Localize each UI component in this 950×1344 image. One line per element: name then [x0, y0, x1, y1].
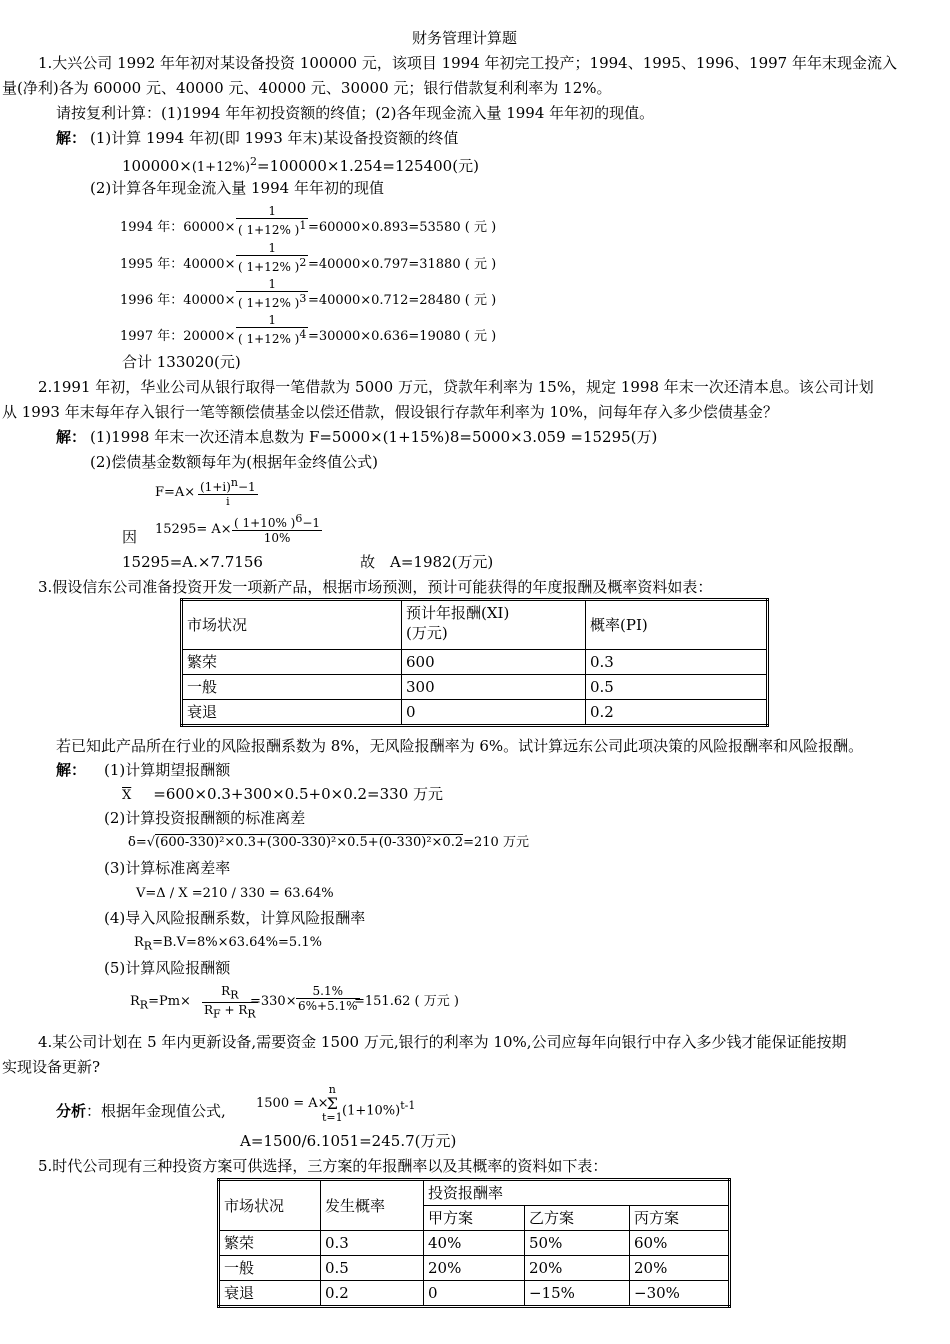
table-cell: 繁荣	[219, 1231, 321, 1256]
q3-step2: (2)计算投资报酬额的标准离差	[104, 809, 306, 827]
table-row	[182, 650, 768, 675]
q4-result: A=1500/6.1051=245.7(万元)	[240, 1132, 457, 1150]
table-row	[219, 1256, 730, 1281]
table-cell: 20%	[424, 1256, 525, 1281]
q2-line1: 2.1991 年初，华业公司从银行取得一笔借款为 5000 万元，贷款年利率为 15%，规定 1998 年末一次还清本息。该公司计划	[38, 378, 874, 396]
table-header: 发生概率	[321, 1180, 424, 1231]
q2-step1: (1)1998 年末一次还清本息数为 F=5000×(1+15%)8=5000×3.059 =15295(万)	[90, 428, 658, 446]
table-header: 市场状况	[219, 1180, 321, 1231]
q3-step3-formula: V=Δ / X =210 / 330 = 63.64%	[136, 886, 334, 901]
table-header: 甲方案	[424, 1206, 525, 1231]
q1-solution-label: 解：	[56, 129, 87, 147]
table-row	[219, 1180, 730, 1206]
q3-step2-formula: δ=√(600-330)²×0.3+(300-330)²×0.5+(0-330)²×0.2=210 万元	[128, 835, 529, 850]
q1-step1-formula: $100000\times(1+12\%)^2=100000\times 1.254=125400$(元)	[122, 155, 479, 175]
table-cell: 50%	[525, 1231, 630, 1256]
q4-line1: 4.某公司计划在 5 年内更新设备,需要资金 1500 万元,银行的利率为 10%,公司应每年向银行中存入多少钱才能保证能按期	[38, 1033, 847, 1051]
q3-line2: 若已知此产品所在行业的风险报酬系数为 8%，无风险报酬率为 6%。试计算远东公司此项决策的风险报酬率和风险报酬。	[56, 737, 864, 755]
q3-table	[180, 598, 769, 727]
table-row	[219, 1281, 730, 1307]
q3-line1: 3.假设信东公司准备投资开发一项新产品，根据市场预测，预计可能获得的年度报酬及概率资料如表：	[38, 578, 713, 596]
table-cell: 0.2	[586, 700, 768, 726]
q2-line2: 从 1993 年末每年存入银行一笔等额偿债基金以偿还借款，假设银行存款年利率为 10%，问每年存入多少偿债基金？	[2, 403, 778, 421]
table-cell: 衰退	[182, 700, 402, 726]
table-header: 丙方案	[630, 1206, 730, 1231]
table-cell: 繁荣	[182, 650, 402, 675]
table-cell: 0.3	[321, 1231, 424, 1256]
q1-total: 合计 133020(元)	[122, 353, 241, 371]
table-cell: 40%	[424, 1231, 525, 1256]
page-title: 财务管理计算题	[412, 29, 518, 47]
table-cell: 0.5	[586, 675, 768, 700]
table-cell: 一般	[182, 675, 402, 700]
q3-solution-label: 解：	[56, 761, 87, 779]
table-cell: 60%	[630, 1231, 730, 1256]
table-header: 乙方案	[525, 1206, 630, 1231]
q2-result-a: 15295=A.×7.7156	[122, 553, 263, 571]
table-row	[182, 600, 768, 650]
table-cell: 0.2	[321, 1281, 424, 1307]
table-header: 市场状况	[182, 600, 402, 650]
table-cell: 20%	[630, 1256, 730, 1281]
table-cell: 300	[402, 675, 586, 700]
q1-line1: 1.大兴公司 1992 年年初对某设备投资 100000 元，该项目 1994 年初完工投产；1994、1995、1996、1997 年年末现金流入	[38, 54, 897, 72]
q1-line2: 量(净利)各为 60000 元、40000 元、40000 元、30000 元；银行借款复利利率为 12%。	[2, 79, 612, 97]
table-cell: −15%	[525, 1281, 630, 1307]
table-row	[182, 675, 768, 700]
q4-line2: 实现设备更新?	[2, 1058, 101, 1076]
table-row	[182, 700, 768, 726]
q2-solution-label: 解：	[56, 428, 87, 446]
table-cell: 0	[402, 700, 586, 726]
q3-step4-formula: $R_R=B.V=8\%\times 63.64\%=5.1\%$	[134, 935, 322, 953]
q2-step2: (2)偿债基金数额每年为(根据年金终值公式)	[90, 453, 378, 471]
table-header: 概率(PI)	[586, 600, 768, 650]
table-cell: 600	[402, 650, 586, 675]
q5-line1: 5.时代公司现有三种投资方案可供选择，三方案的年报酬率以及其概率的资料如下表：	[38, 1157, 608, 1175]
table-cell: 一般	[219, 1256, 321, 1281]
q1-step2: (2)计算各年现金流入量 1994 年年初的现值	[90, 179, 384, 197]
q5-table	[217, 1178, 731, 1308]
q3-step1: (1)计算期望报酬额	[104, 761, 231, 779]
q3-step3: (3)计算标准离差率	[104, 859, 231, 877]
table-cell: 20%	[525, 1256, 630, 1281]
table-header: 投资报酬率	[424, 1180, 730, 1206]
table-cell: 0	[424, 1281, 525, 1307]
q3-step5: (5)计算风险报酬额	[104, 959, 231, 977]
q2-result-b: 故 A=1982(万元)	[360, 553, 494, 571]
table-cell: 衰退	[219, 1281, 321, 1307]
q1-step1: (1)计算 1994 年初(即 1993 年末)某设备投资额的终值	[90, 129, 459, 147]
table-header: 预计年报酬(XI) (万元)	[402, 600, 586, 650]
q4-analysis: 分析：根据年金现值公式,	[56, 1102, 226, 1120]
q1-line3: 请按复利计算：(1)1994 年年初投资额的终值；(2)各年现金流入量 1994 年年初的现值。	[56, 104, 655, 122]
table-row	[219, 1231, 730, 1256]
q3-step4: (4)导入风险报酬系数，计算风险报酬率	[104, 909, 366, 927]
table-cell: 0.3	[586, 650, 768, 675]
table-cell: 0.5	[321, 1256, 424, 1281]
table-cell: −30%	[630, 1281, 730, 1307]
q2-because: 因	[122, 528, 138, 546]
q3-step1-formula: $\overline{X} =600\times 0.3+300\times 0.5+0\times 0.2=330$ 万元	[122, 785, 444, 803]
